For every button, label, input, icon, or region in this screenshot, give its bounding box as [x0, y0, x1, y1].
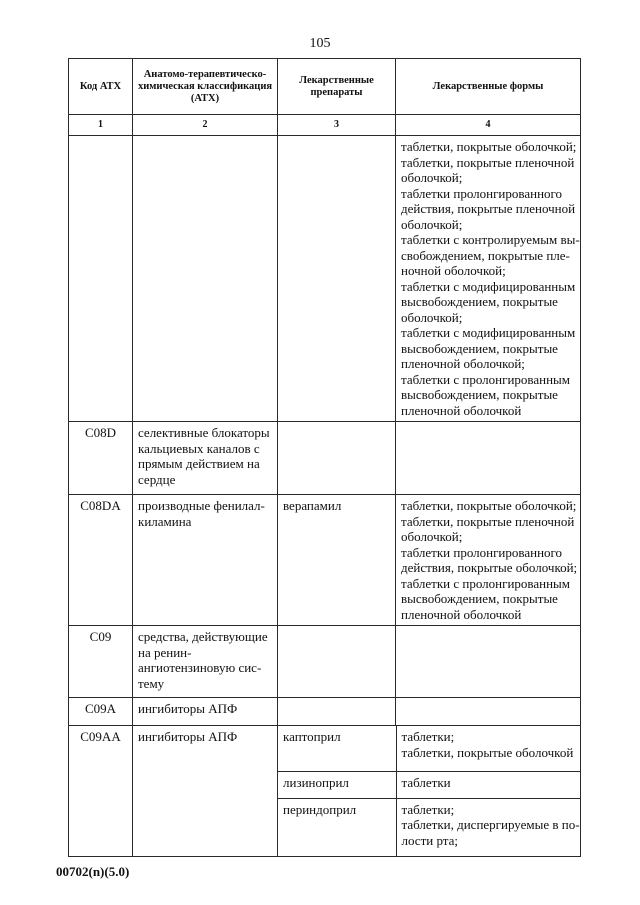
dosage-forms [396, 626, 581, 698]
drug-row [278, 798, 581, 856]
text-line: таблетки с контролируемым вы- [401, 232, 580, 247]
text-line: таблетки с пролонгированным [401, 371, 571, 387]
header-dosage-forms: Лекарственные формы [396, 59, 581, 115]
dosage-forms [396, 771, 581, 798]
atc-table [68, 58, 581, 857]
text-line: таблетки пролонгированного [401, 544, 563, 560]
header-drugs: Лекарственные препараты [278, 59, 396, 115]
atc-name [133, 136, 278, 422]
table-row [69, 698, 581, 726]
text-line: таблетки, покрытые пленочной [401, 513, 575, 529]
text-line: таблетки, покрытые оболочкой; [401, 139, 577, 154]
column-number: 3 [278, 115, 396, 136]
text-line: действия, покрытые оболочкой; [401, 560, 578, 575]
drug-row [278, 771, 581, 798]
atc-code [69, 136, 133, 422]
text-line: прямым действием на [138, 456, 260, 471]
text-line: пленочной оболочкой [401, 606, 522, 622]
atc-name [133, 698, 278, 726]
drug-name: лизиноприл [278, 771, 396, 798]
table-row [69, 495, 581, 626]
header-row [69, 59, 581, 115]
page-number: 105 [309, 36, 331, 51]
text-line: пленочной оболочкой; [401, 356, 525, 371]
column-number-row [69, 115, 581, 136]
text-line: селективные блокаторы [138, 425, 270, 440]
text-line: лости рта; [401, 832, 459, 848]
text-line: таблетки; [401, 801, 455, 817]
drug-name [278, 422, 396, 495]
text-line: оболочкой; [401, 309, 463, 325]
text-line: оболочкой; [401, 529, 463, 544]
drug-name [278, 136, 396, 422]
column-number: 4 [396, 115, 581, 136]
text-line: свобождением, покрытые пле- [401, 247, 570, 263]
dosage-forms [396, 798, 581, 856]
text-line: ночной оболочкой; [401, 263, 506, 278]
text-line: ингибиторы АПФ [138, 729, 238, 744]
drug-subtable [278, 726, 581, 856]
drug-name: периндоприл [278, 798, 396, 856]
table-row [69, 726, 581, 857]
text-line: на ренин- [138, 644, 192, 660]
text-line: таблетки [401, 774, 451, 790]
text-line: таблетки, покрытые оболочкой; [401, 498, 577, 513]
drug-name [278, 626, 396, 698]
text-line: сердце [138, 471, 176, 487]
text-line: высвобождением, покрытые [401, 340, 558, 356]
text-line: высвобождением, покрытые [401, 387, 558, 402]
text-line: таблетки, покрытые пленочной [401, 154, 575, 170]
atc-code: C09A [69, 698, 133, 726]
drug-name: каптоприл [278, 726, 396, 771]
text-line: таблетки с модифицированным [401, 325, 576, 340]
text-line: ингибиторы АПФ [138, 701, 238, 716]
text-line: высвобождением, покрытые [401, 591, 558, 606]
text-line: действия, покрытые пленочной [401, 201, 576, 216]
drug-name [278, 698, 396, 726]
text-line: таблетки с пролонгированным [401, 575, 571, 591]
text-line: производные фенилал- [138, 498, 265, 513]
atc-code: C08D [69, 422, 133, 495]
column-number: 1 [69, 115, 133, 136]
text-line: таблетки, покрытые оболочкой [401, 744, 574, 760]
text-line: таблетки пролонгированного [401, 185, 563, 201]
text-line: пленочной оболочкой [401, 402, 522, 418]
atc-name [133, 495, 278, 626]
text-line: тему [138, 675, 165, 691]
atc-code: C08DA [69, 495, 133, 626]
text-line: средства, действующие [138, 629, 268, 644]
atc-code: C09 [69, 626, 133, 698]
text-line: таблетки; [401, 729, 455, 744]
dosage-forms [396, 698, 581, 726]
dosage-forms [396, 422, 581, 495]
drug-name: верапамил [278, 495, 396, 626]
dosage-forms [396, 136, 581, 422]
drug-subtable-cell [278, 726, 581, 857]
atc-code: C09AA [69, 726, 133, 857]
atc-name [133, 726, 278, 857]
atc-name [133, 626, 278, 698]
document-footer-code: 00702(n)(5.0) [56, 864, 130, 879]
text-line: кальциевых каналов с [138, 440, 260, 456]
text-line: высвобождением, покрытые [401, 294, 558, 309]
column-number: 2 [133, 115, 278, 136]
table-row [69, 422, 581, 495]
header-atc-classification: Анатомо-терапевтическо-химическая классификация (АТХ) [133, 59, 278, 115]
dosage-forms [396, 495, 581, 626]
header-code: Код АТХ [69, 59, 133, 115]
drug-row [278, 726, 581, 771]
table-row [69, 626, 581, 698]
text-line: таблетки с модифицированным [401, 278, 576, 294]
text-line: таблетки, диспергируемые в по- [401, 817, 580, 832]
text-line: оболочкой; [401, 216, 463, 232]
atc-name [133, 422, 278, 495]
text-line: ангиотензиновую сис- [138, 660, 262, 675]
text-line: оболочкой; [401, 170, 463, 185]
table-row [69, 136, 581, 422]
text-line: киламина [138, 513, 192, 529]
dosage-forms [396, 726, 581, 771]
